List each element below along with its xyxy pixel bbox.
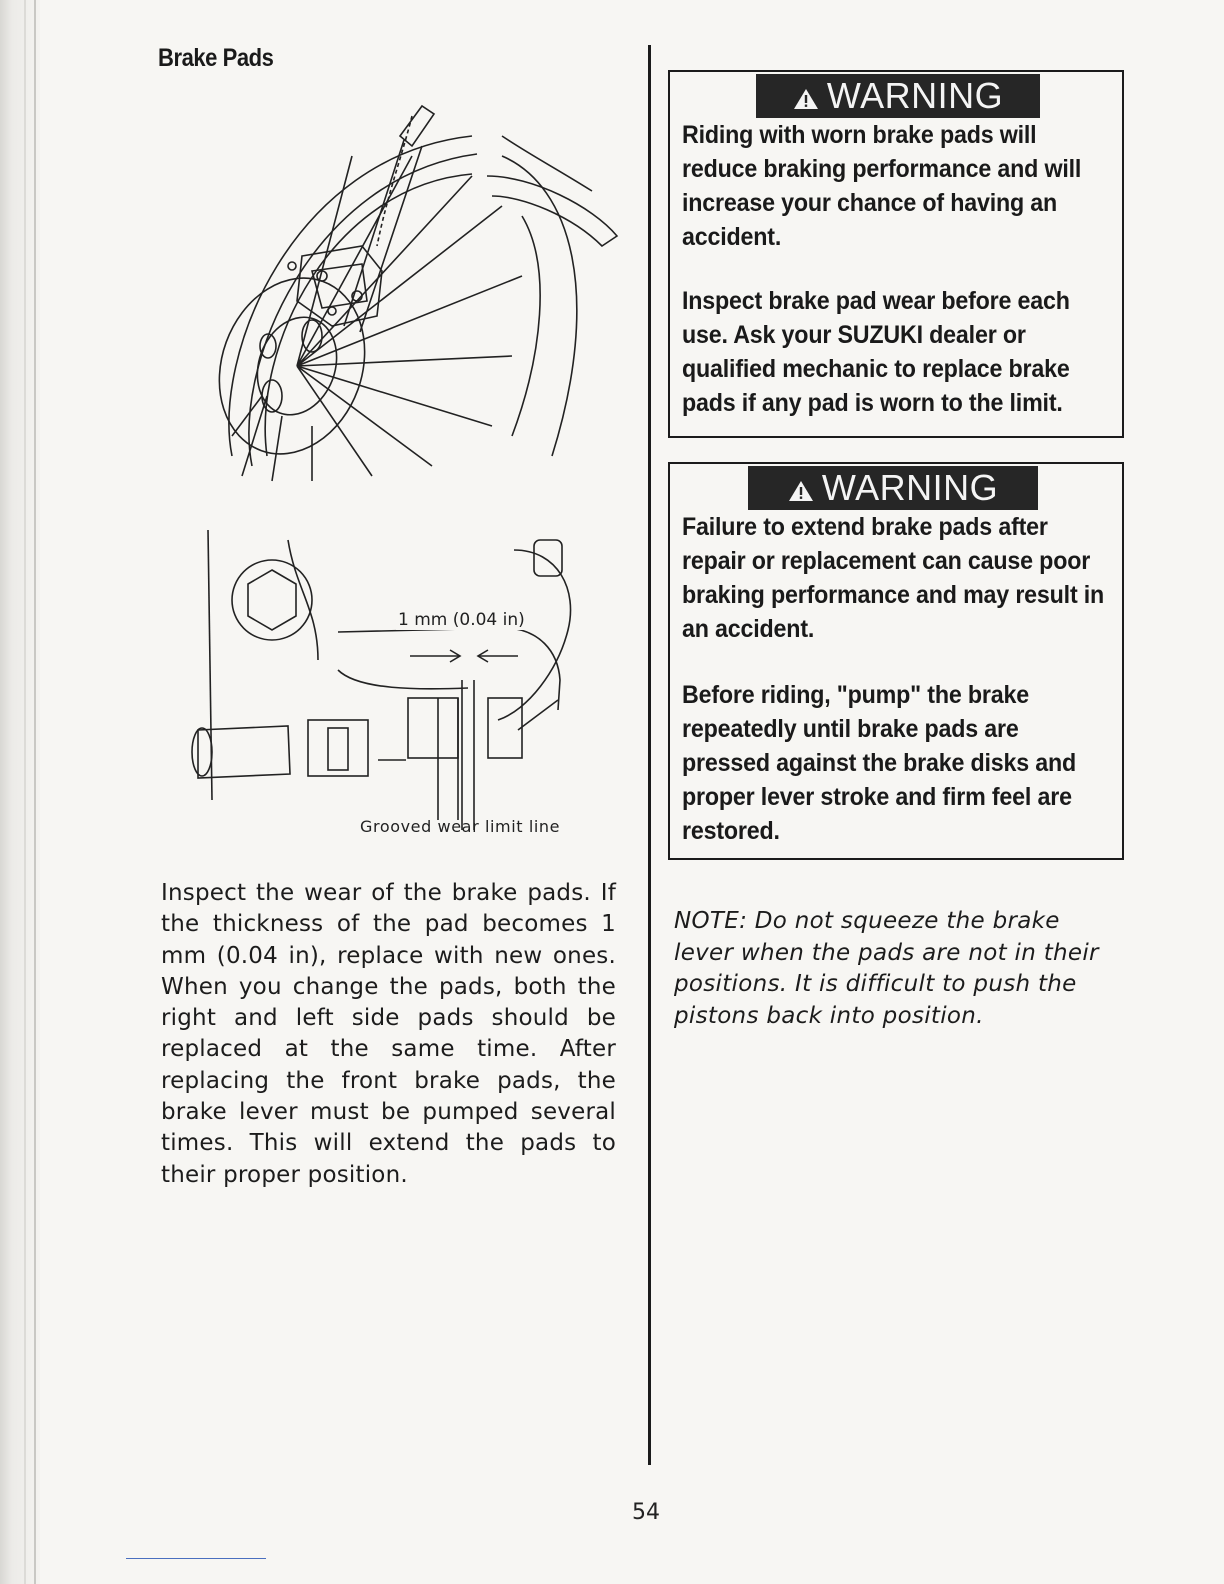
page-number: 54: [632, 1500, 660, 1525]
binding-line: [24, 0, 26, 1584]
front-wheel-caliper-illustration: [172, 96, 632, 496]
warning-header: [748, 466, 1038, 510]
warning-box-worn-pads: [668, 70, 1124, 438]
body-paragraph: Inspect the wear of the brake pads. If the thickness of the pad becomes 1 mm (0.04 in), replace with new ones. When you change the pads, both the right and left side pads should be replaced at the same time. After replacing the front brake pads, the brake lever must be pumped several times. This will extend the pads to their proper position.: [161, 880, 616, 1188]
warning-triangle-icon: [793, 88, 819, 110]
warning-paragraph: Before riding, "pump" the brake repeatedly until brake pads are pressed against the brake disks and proper lever stroke and firm feel are restored.: [682, 681, 1077, 845]
figure-caption: Grooved wear limit line: [360, 817, 561, 836]
warning-paragraph: Failure to extend brake pads after repair or replacement can cause poor braking performance and may result in an accident.: [682, 513, 1105, 643]
section-title: Brake Pads: [158, 44, 274, 72]
brake-pad-wear-diagram: [178, 530, 618, 850]
warning-paragraph: Riding with worn brake pads will reduce braking performance and will increase your chance of having an accident.: [682, 121, 1082, 251]
warning-box-extend-pads: [668, 462, 1124, 860]
footer-rule: [126, 1558, 266, 1559]
warning-triangle-icon: [788, 480, 814, 502]
warning-header: [756, 74, 1040, 118]
measurement-label: 1 mm (0.04 in): [398, 610, 525, 630]
warning-header-text: WARNING: [826, 75, 1004, 116]
note-paragraph: NOTE: Do not squeeze the brake lever when the pads are not in their positions. It is difficult to push the pistons back into position.: [674, 908, 1099, 1029]
warning-header-text: WARNING: [821, 467, 999, 508]
binding-line: [34, 0, 36, 1584]
column-divider: [648, 45, 651, 1465]
warning-paragraph: Inspect brake pad wear before each use. Ask your SUZUKI dealer or qualified mechanic to replace brake pads if any pad is worn to the limit.: [682, 287, 1070, 417]
